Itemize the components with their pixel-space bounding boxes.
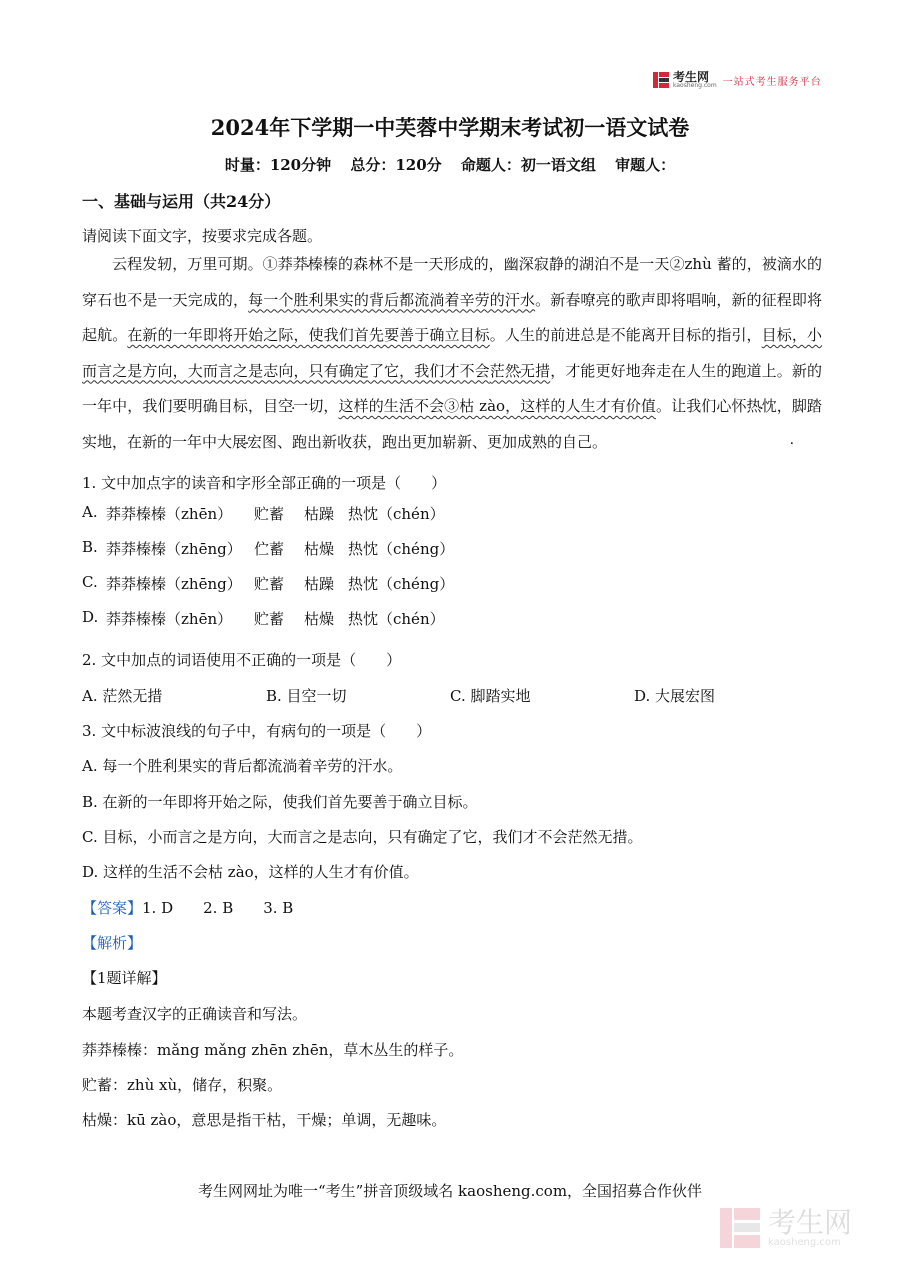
question-2-option-d: D. 大展宏图 [634, 687, 716, 705]
site-logo[interactable] [652, 71, 822, 89]
dotted-word: 热忱 · [747, 397, 777, 415]
page-title: 2024年下学期一中芙蓉中学期末考试初一语文试卷 [210, 115, 690, 140]
exam-time: 时量：120分钟 [224, 156, 332, 174]
section-heading: 一、基础与运用（共24分） [82, 192, 281, 211]
watermark-domain: kaosheng.com [768, 1236, 841, 1248]
wavy-sentence-a: 每一个胜利果实的背后都流淌着辛劳的汗水 [248, 290, 536, 309]
watermark-name: 考生网 [768, 1205, 853, 1239]
question-1-option-a: A. 莽莽榛榛（zhēn） 贮蓄 枯躁 热忱（chén） [82, 503, 445, 523]
dotted-word: 莽莽榛榛 · [278, 255, 338, 273]
dotted-word: 脚踏实地 [82, 397, 822, 451]
dotted-word: 茫然无措 · [490, 362, 550, 380]
dotted-word: 目空一切 · [263, 397, 323, 415]
dotted-word: 蓄 · [717, 255, 732, 273]
question-2-option-a: A. 茫然无措 [82, 687, 163, 705]
question-2-option-c: C. 脚踏实地 [450, 687, 531, 705]
question-3-option-d: D. 这样的生活不会枯 zào，这样的人生才有价值。 [82, 863, 419, 881]
question-3-option-c: C. 目标，小而言之是方向，大而言之是志向，只有确定了它，我们才不会茫然无措。 [82, 828, 643, 846]
question-1-stem: 1. 文中加点字的读音和字形全部正确的一项是（ ） [82, 474, 447, 492]
exam-meta [0, 154, 900, 175]
reading-passage: 云程发轫，万里可期。①莽莽榛榛 ·的森林不是一天形成的，幽深寂静的湖泊不是一天②zhù 蓄 ·的，被滴水的穿石也不是一天完成的，每一个胜利果实的背后都流淌着辛劳的汗水。新春嘹亮的歌声即将唱响，新的征程即将起航。在新的一年即将开始之际，使我们首先要善于确立目标。人生的前进总是不能离开目标的指引，目标，小而言之是方向，大而言之是志向，只有确定了它，我们才不会茫然无措 ·，才能更好地奔走在人生的跑道上。新的一年中，我们要明确目标，目空一切 ·，这样的生活不会③枯 zào，这样的人生才有价值。让我们心怀热忱 ·，脚踏实地，在新的一年中大展宏图 ·、跑出新收获，跑出更加崭新、更加成熟的自己。 [82, 247, 822, 460]
exam-reviewer: 审题人： [615, 156, 676, 174]
instruction: 请阅读下面文字，按要求完成各题。 [82, 227, 323, 245]
answer-line [82, 897, 293, 918]
wavy-sentence-c: 目标，小而言之是方向，大而言之是志向，只有确定了它，我们才 [82, 326, 822, 380]
question-3-option-a: A. 每一个胜利果实的背后都流淌着辛劳的汗水。 [82, 757, 403, 775]
detail-line: 枯燥：kū zào，意思是指干枯，干燥；单调，无趣味。 [82, 1111, 447, 1129]
wavy-sentence-d: 这样的生活不会③枯 zào，这样的人生才有价值 [338, 397, 657, 415]
logo-domain: kaosheng.com [673, 82, 717, 89]
wavy-sentence-b: 在新的一年即将开始之际，使我们首先要善于确立目标 [127, 326, 490, 344]
detail-line: 贮蓄：zhù xù，储存，积聚。 [82, 1076, 283, 1094]
question-2-stem: 2. 文中加点的词语使用不正确的一项是（ ） [82, 651, 402, 669]
answer-text: 1. D 2. B 3. B [142, 899, 294, 917]
detail-title: 【1题详解】 [82, 969, 167, 987]
question-1-option-b: B. 莽莽榛榛（zhēng） 伫蓄 枯燥 热忱（chéng） [82, 538, 455, 558]
watermark [718, 1206, 852, 1250]
detail-line: 本题考查汉字的正确读音和写法。 [82, 1005, 308, 1023]
answer-tag: 【答案】 [82, 899, 143, 917]
question-1-option-d: D. 莽莽榛榛（zhēn） 贮蓄 枯燥 热忱（chén） [82, 608, 445, 628]
question-3-option-b: B. 在新的一年即将开始之际，使我们首先要善于确立目标。 [82, 793, 478, 811]
logo-slogan: 一站式考生服务平台 [722, 76, 822, 88]
detail-line: 莽莽榛榛：mǎng mǎng zhēn zhēn，草木丛生的样子。 [82, 1041, 464, 1059]
footer-note: 考生网网址为唯一“考生”拼音顶级域名 kaosheng.com，全国招募合作伙伴 [197, 1182, 703, 1200]
question-1-option-c: C. 莽莽榛榛（zhēng） 贮蓄 枯躁 热忱（chéng） [82, 573, 455, 593]
logo-name: 考生网 [673, 70, 710, 84]
kaosheng-watermark-icon [718, 1206, 762, 1250]
exam-author: 命题人：初一语文组 [460, 156, 596, 174]
question-2-option-b: B. 目空一切 [266, 687, 347, 705]
exam-score: 总分：120分 [350, 156, 442, 174]
question-3-stem: 3. 文中标波浪线的句子中，有病句的一项是（ ） [82, 722, 432, 740]
analysis-tag: 【解析】 [82, 934, 143, 952]
dotted-word: 大展宏图 · [217, 433, 277, 451]
kaosheng-logo-icon [652, 71, 670, 89]
